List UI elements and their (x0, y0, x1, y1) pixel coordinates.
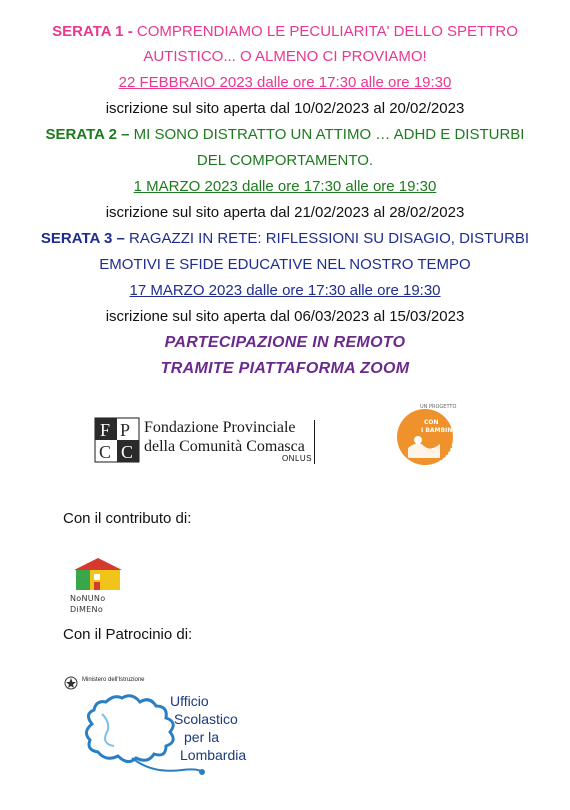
house-icon (70, 556, 126, 594)
usr-lombardia-logo (62, 676, 292, 786)
event-2-label: SERATA 2 (45, 126, 117, 143)
cib-name-line2: I BAMBINI (421, 427, 455, 434)
participation-line2: TRAMITE PIATTAFORMA ZOOM (160, 360, 410, 377)
fpc-monogram-icon (94, 416, 140, 464)
event-2-title-line2: DEL COMPORTAMENTO. (196, 152, 374, 169)
fpc-onlus: ONLUS (281, 454, 312, 463)
patrocinio-label: Con il Patrocinio di: (63, 626, 193, 643)
svg-text:F: F (100, 420, 111, 440)
fpc-divider (314, 420, 315, 464)
con-i-bambini-logo (388, 400, 462, 470)
nonuno-line1: NoNUNo (70, 594, 106, 603)
event-1-date: 22 FEBBRAIO 2023 dalle ore 17:30 alle ore 19:30 (118, 74, 452, 91)
svg-text:P: P (120, 420, 131, 440)
fpc-name-line1: Fondazione Provinciale (144, 419, 296, 436)
usr-line2: Scolastico (174, 711, 238, 727)
event-2-date: 1 MARZO 2023 dalle ore 17:30 alle ore 19:30 (133, 178, 437, 195)
cib-name-line1: CON (424, 419, 439, 426)
event-3-registration: iscrizione sul sito aperta dal 06/03/2023 al 15/03/2023 (105, 308, 465, 325)
fpc-text-block (144, 418, 305, 456)
nonuno-line2: DiMENo (70, 605, 104, 614)
event-2-sep: – (116, 126, 134, 143)
svg-text:C: C (121, 442, 134, 462)
nonuno-text (70, 593, 105, 615)
event-1-title-line2: AUTISTICO... O ALMENO CI PROVIAMO! (143, 48, 427, 65)
contributo-label: Con il contributo di: (63, 510, 192, 527)
event-1-title: COMPRENDIAMO LE PECULIARITA' DELLO SPETTRO (136, 23, 518, 40)
event-1-label: SERATA 1 (52, 23, 124, 40)
con-i-bambini-icon (388, 400, 462, 470)
event-1-title-line1 (0, 22, 570, 42)
event-3-sep: – (112, 230, 130, 247)
nonuno-dimeno-logo (70, 556, 130, 618)
usr-line1: Ufficio (170, 693, 209, 709)
event-3-label: SERATA 3 (40, 230, 113, 247)
cib-tagline: UN PROGETTO (420, 404, 457, 410)
participation-line1: PARTECIPAZIONE IN REMOTO (164, 334, 406, 351)
event-3-title-line2: EMOTIVI E SFIDE EDUCATIVE NEL NOSTRO TEMPO (99, 256, 471, 273)
event-3-title-line1 (0, 229, 570, 249)
event-2-title-line1 (0, 125, 570, 145)
fpc-name-line2: della Comunità Comasca (144, 438, 305, 455)
event-3-date: 17 MARZO 2023 dalle ore 17:30 alle ore 19:30 (129, 282, 441, 299)
event-1-registration: iscrizione sul sito aperta dal 10/02/2023 al 20/02/2023 (105, 100, 465, 117)
event-3-title: RAGAZZI IN RETE: RIFLESSIONI SU DISAGIO, DISTURBI (129, 230, 530, 247)
event-2-registration: iscrizione sul sito aperta dal 21/02/2023 al 28/02/2023 (105, 204, 465, 221)
ministry-label: Ministero dell'Istruzione (82, 677, 145, 683)
event-2-title: MI SONO DISTRATTO UN ATTIMO … ADHD E DISTURBI (133, 126, 525, 143)
svg-text:C: C (99, 442, 112, 462)
usr-text (170, 692, 246, 764)
usr-line4: Lombardia (180, 747, 247, 763)
event-1-sep: - (123, 23, 137, 40)
usr-line3: per la (184, 729, 220, 745)
fondazione-provinciale-logo (94, 416, 324, 468)
